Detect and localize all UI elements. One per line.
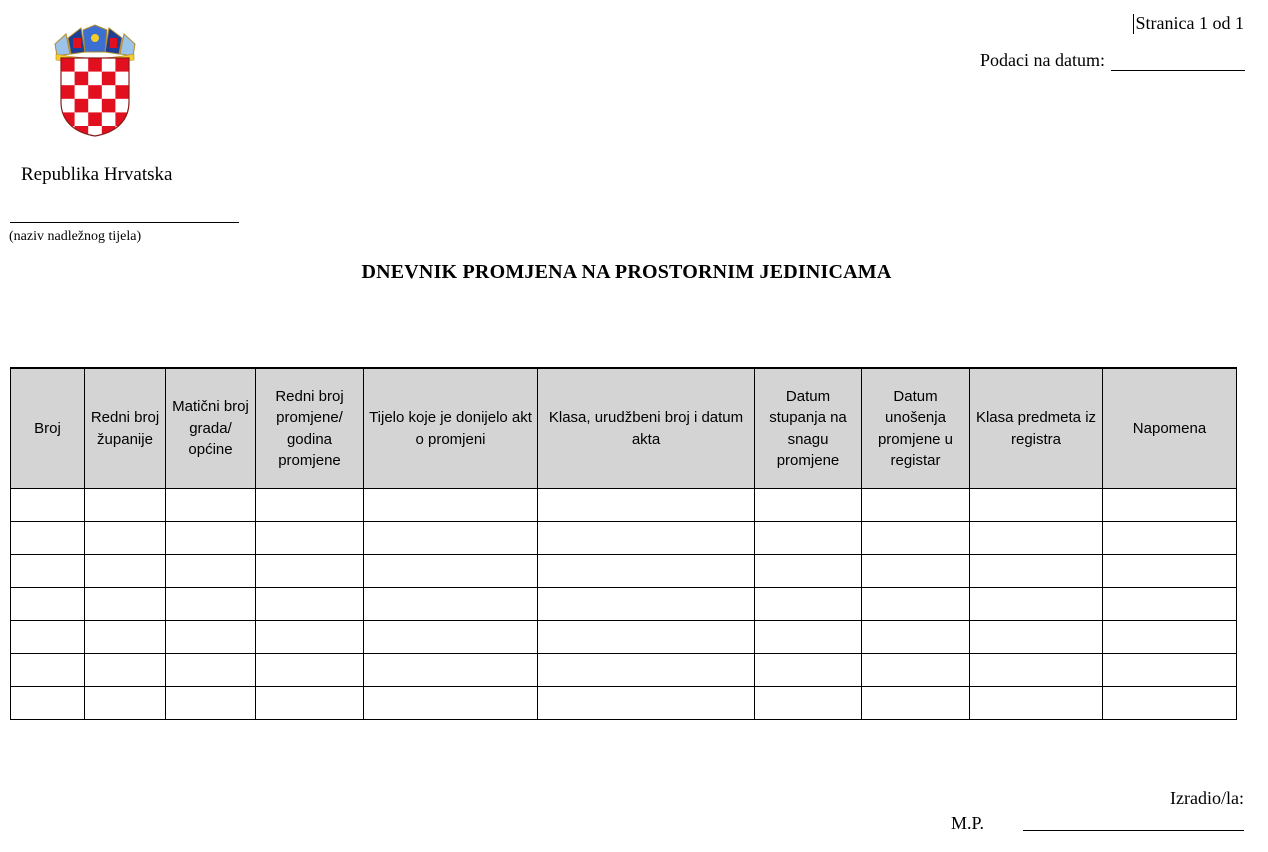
table-row [11,522,1237,555]
column-header: Klasa, urudžbeni broj i datum akta [538,368,755,489]
table-cell [364,687,538,720]
table-cell [256,654,364,687]
authority-name-caption: (naziv nadležnog tijela) [9,229,142,244]
table-cell [11,555,85,588]
table-cell [862,588,970,621]
table-cell [970,522,1103,555]
table-cell [85,588,166,621]
table-cell [364,489,538,522]
table-cell [85,654,166,687]
authority-name-line [10,222,239,223]
table-cell [364,522,538,555]
seal-label: M.P. [951,813,985,833]
table-cell [755,588,862,621]
table-cell [11,621,85,654]
signature-line [1023,830,1244,831]
table-cell [11,489,85,522]
table-cell [1103,555,1237,588]
table-cell [538,588,755,621]
page-number: Stranica 1 od 1 [1135,13,1244,33]
column-header: Matični broj grada/ općine [166,368,256,489]
table-cell [364,621,538,654]
table-cell [538,489,755,522]
table-cell [256,489,364,522]
table-cell [1103,687,1237,720]
table-cell [862,654,970,687]
table-cell [1103,654,1237,687]
table-row [11,489,1237,522]
table-cell [11,654,85,687]
table-cell [166,687,256,720]
table-cell [755,654,862,687]
table-cell [166,621,256,654]
table-cell [970,654,1103,687]
table-cell [755,555,862,588]
table-cell [755,522,862,555]
table-cell [862,522,970,555]
changes-register-table [10,367,1237,720]
table-cell [970,621,1103,654]
table-row [11,588,1237,621]
table-cell [166,555,256,588]
table-cell [862,555,970,588]
table-cell [256,621,364,654]
table-cell [970,687,1103,720]
table-cell [85,687,166,720]
table-cell [1103,489,1237,522]
table-cell [862,489,970,522]
data-date-blank [1111,52,1245,71]
column-header: Broj [11,368,85,489]
table-cell [970,588,1103,621]
column-header: Napomena [1103,368,1237,489]
table-cell [11,588,85,621]
table-cell [862,621,970,654]
data-date-row [980,50,1245,71]
table-cell [11,522,85,555]
table-cell [538,687,755,720]
column-header: Klasa predmeta iz registra [970,368,1103,489]
crown-icon [55,25,135,63]
table-cell [538,621,755,654]
table-cell [970,489,1103,522]
table-cell [256,522,364,555]
table-row [11,687,1237,720]
table-cell [166,489,256,522]
country-name: Republika Hrvatska [21,164,173,185]
document-title: DNEVNIK PROMJENA NA PROSTORNIM JEDINICAMA [361,261,892,283]
table-cell [85,489,166,522]
table-cell [364,555,538,588]
table-cell [755,489,862,522]
column-header: Redni broj promjene/ godina promjene [256,368,364,489]
table-cell [85,522,166,555]
table-cell [970,555,1103,588]
table-cell [166,588,256,621]
table-header-row [11,368,1237,489]
table-cell [256,588,364,621]
table-row [11,654,1237,687]
table-row [11,621,1237,654]
table-cell [166,654,256,687]
made-by-label: Izradio/la: [1170,788,1244,808]
table-cell [364,588,538,621]
column-header: Redni broj županije [85,368,166,489]
table-cell [538,654,755,687]
table-cell [1103,621,1237,654]
column-header: Datum stupanja na snagu promjene [755,368,862,489]
table-cell [1103,588,1237,621]
table-cell [755,621,862,654]
column-header: Tijelo koje je donijelo akt o promjeni [364,368,538,489]
column-header: Datum unošenja promjene u registar [862,368,970,489]
table-cell [85,555,166,588]
table-cell [862,687,970,720]
table-cell [755,687,862,720]
table-cell [364,654,538,687]
table-cell [11,687,85,720]
croatian-coat-of-arms-icon [52,24,138,138]
table-cell [256,687,364,720]
data-date-label: Podaci na datum: [980,50,1105,70]
table-cell [85,621,166,654]
table-row [11,555,1237,588]
table-cell [538,522,755,555]
table-cell [166,522,256,555]
table-cell [1103,522,1237,555]
table-cell [538,555,755,588]
table-body [11,489,1237,720]
table-cell [256,555,364,588]
